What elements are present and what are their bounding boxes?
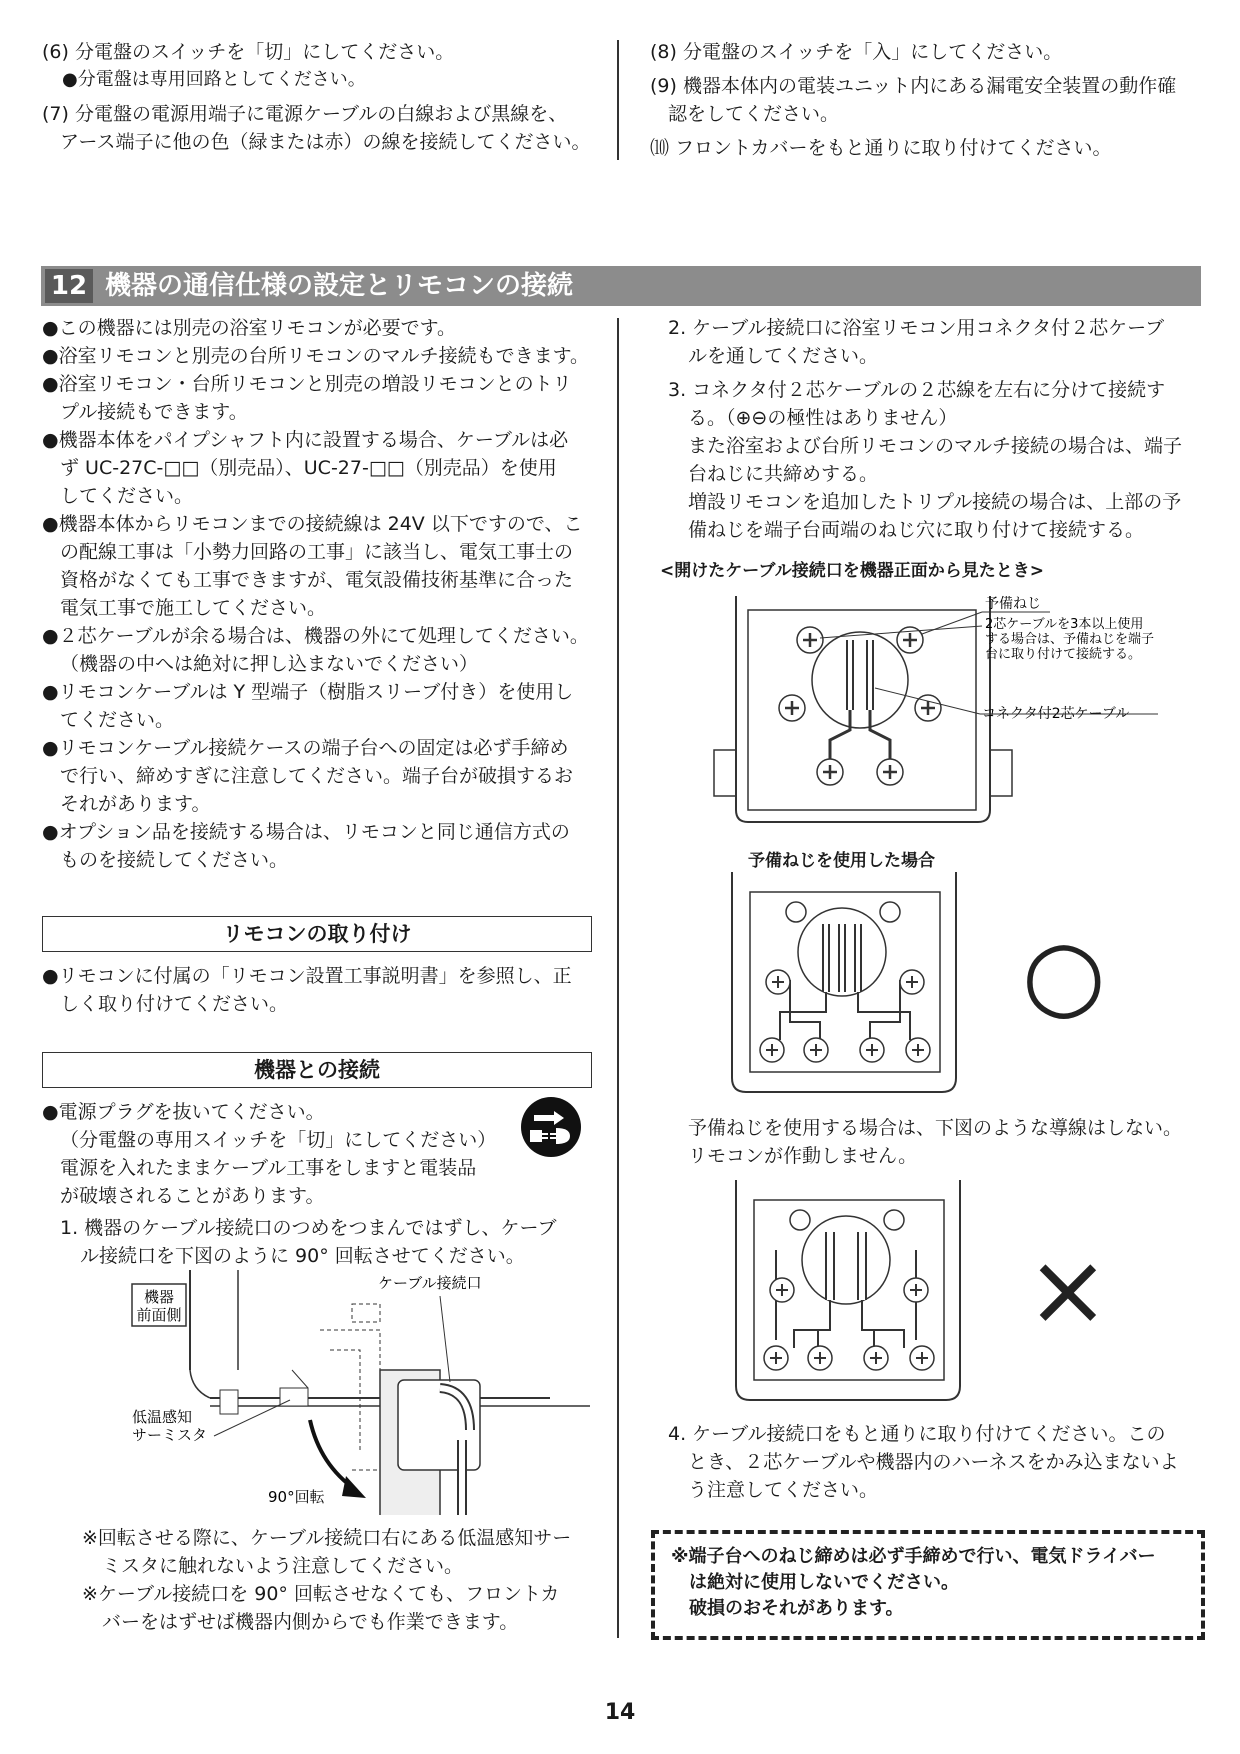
- rotation-note: ミスタに触れないよう注意してください。: [102, 1555, 464, 1577]
- column-divider-top: [617, 40, 619, 160]
- label-thermistor-2: サーミスタ: [132, 1426, 208, 1444]
- rotation-note: バーをはずせば機器内側からでも作業できます。: [102, 1611, 519, 1633]
- bullet-line: ●２芯ケーブルが余る場合は、機器の外にて処理してください。: [42, 625, 589, 647]
- step-4: 4. ケーブル接続口をもと通りに取り付けてください。この: [668, 1423, 1166, 1445]
- figure3-intro: 予備ねじを使用する場合は、下図のような導線はしない。: [688, 1117, 1183, 1139]
- bullet-line: 電気工事で施工してください。: [60, 597, 327, 619]
- label-front-1: 機器: [143, 1288, 175, 1306]
- step-2: 2. ケーブル接続口に浴室リモコン用コネクタ付２芯ケーブ: [668, 317, 1165, 339]
- caution-box: [651, 1530, 1205, 1640]
- correct-mark: ○: [1022, 918, 1106, 1030]
- step-3-cont: る。（⊕⊖の極性はありません）: [688, 407, 958, 429]
- rotation-note: ※回転させる際に、ケーブル接続口右にある低温感知サー: [82, 1527, 572, 1549]
- column-divider-main: [617, 318, 619, 1638]
- step-2-cont: ルを通してください。: [688, 345, 879, 367]
- step-3-cont: 備ねじを端子台両端のねじ穴に取り付けて接続する。: [688, 519, 1145, 541]
- bullet-line: ●オプション品を接続する場合は、リモコンと同じ通信方式の: [42, 821, 570, 843]
- step-6-bullet: ●分電盤は専用回路としてください。: [62, 69, 366, 90]
- bullet-line: ●リモコンケーブル接続ケースの端子台への固定は必ず手締め: [42, 737, 569, 759]
- page-number: 14: [604, 1700, 636, 1725]
- label-spare-note-3: 台に取り付けて接続する。: [985, 647, 1142, 662]
- step-9-text-cont: 認をしてください。: [668, 103, 840, 125]
- correct-wiring-diagram: [730, 872, 960, 1094]
- connector-front-view-diagram: [710, 590, 1210, 825]
- label-thermistor-1: 低温感知: [132, 1408, 193, 1426]
- step-10-text: ⑽ フロントカバーをもと通りに取り付けてください。: [650, 137, 1112, 159]
- step-3: 3. コネクタ付２芯ケーブルの２芯線を左右に分けて接続す: [668, 379, 1166, 401]
- connect-text: が破壊されることがあります。: [60, 1185, 325, 1207]
- bullet-line: で行い、締めすぎに注意してください。端子台が破損するお: [60, 765, 574, 787]
- figure2-caption: 予備ねじを使用した場合: [748, 851, 935, 871]
- remote-mount-heading: リモコンの取り付け: [42, 916, 592, 952]
- bullet-line: それがあります。: [60, 793, 211, 815]
- connect-step-1: 1. 機器のケーブル接続口のつめをつまんではずし、ケーブ: [60, 1217, 557, 1239]
- section-number: 12: [45, 269, 93, 303]
- label-rotate: 90°回転: [268, 1488, 325, 1506]
- rotation-note: ※ケーブル接続口を 90° 回転させなくても、フロントカ: [82, 1583, 560, 1605]
- bullet-line: （機器の中へは絶対に押し込まないでください）: [60, 653, 479, 675]
- device-connect-heading: 機器との接続: [42, 1052, 592, 1088]
- label-spare-note-2: する場合は、予備ねじを端子: [985, 632, 1155, 647]
- step-3-cont: また浴室および台所リモコンのマルチ接続の場合は、端子: [688, 435, 1183, 457]
- figure3-intro: リモコンが作動しません。: [688, 1145, 918, 1167]
- step-6-text: (6) 分電盤のスイッチを「切」にしてください。: [42, 41, 455, 63]
- incorrect-wiring-diagram: [734, 1180, 964, 1402]
- label-spare-screw: 予備ねじ: [985, 596, 1041, 612]
- bullet-line: 資格がなくても工事できますが、電気設備技術基準に合った: [60, 569, 574, 591]
- step-3-cont: 台ねじに共締めする。: [688, 463, 879, 485]
- remote-mount-text: ●リモコンに付属の「リモコン設置工事説明書」を参照し、正: [42, 965, 572, 987]
- bullet-line: ●浴室リモコン・台所リモコンと別売の増設リモコンとのトリ: [42, 373, 572, 395]
- label-connector-cable: コネクタ付2芯ケーブル: [982, 706, 1130, 722]
- cable-port-rotation-diagram: [130, 1270, 610, 1515]
- bullet-line: ●この機器には別売の浴室リモコンが必要です。: [42, 317, 457, 339]
- bullet-line: ず UC-27C-□□（別売品）、UC-27-□□（別売品）を使用: [60, 457, 557, 479]
- step-8-text: (8) 分電盤のスイッチを「入」にしてください。: [650, 41, 1063, 63]
- bullet-line: ●リモコンケーブルは Y 型端子（樹脂スリーブ付き）を使用し: [42, 681, 574, 703]
- remote-mount-text: しく取り付けてください。: [60, 993, 289, 1015]
- bullet-line: ●浴室リモコンと別売の台所リモコンのマルチ接続もできます。: [42, 345, 590, 367]
- bullet-line: の配線工事は「小勢力回路の工事」に該当し、電気工事士の: [60, 541, 574, 563]
- caution-line: は絶対に使用しないでください。: [689, 1572, 959, 1593]
- caution-line: ※端子台へのねじ締めは必ず手締めで行い、電気ドライバー: [671, 1546, 1156, 1567]
- connect-text: 電源を入れたままケーブル工事をしますと電装品: [60, 1157, 477, 1179]
- unplug-icon: [520, 1096, 582, 1158]
- connect-text: （分電盤の専用スイッチを「切」にしてください）: [60, 1129, 497, 1151]
- step-7-text-cont: アース端子に他の色（緑または赤）の線を接続してください。: [60, 131, 591, 153]
- bullet-line: してください。: [60, 485, 194, 507]
- figure1-caption: <開けたケーブル接続口を機器正面から見たとき>: [660, 561, 1044, 581]
- bullet-line: プル接続もできます。: [60, 401, 248, 423]
- step-4-cont: とき、２芯ケーブルや機器内のハーネスをかみ込まないよ: [688, 1451, 1179, 1473]
- bullet-line: ●機器本体からリモコンまでの接続線は 24V 以下ですので、こ: [42, 513, 583, 535]
- step-7-text: (7) 分電盤の電源用端子に電源ケーブルの白線および黒線を、: [42, 103, 568, 125]
- section-header: [41, 266, 1201, 306]
- bullet-line: ものを接続してください。: [60, 849, 289, 871]
- label-cable-port: ケーブル接続口: [378, 1274, 482, 1292]
- incorrect-mark: ×: [1026, 1231, 1110, 1348]
- bullet-line: ●機器本体をパイプシャフト内に設置する場合、ケーブルは必: [42, 429, 569, 451]
- section-title: 機器の通信仕様の設定とリモコンの接続: [105, 271, 574, 301]
- label-spare-note-1: 2芯ケーブルを3本以上使用: [985, 617, 1144, 632]
- step-3-cont: 増設リモコンを追加したトリプル接続の場合は、上部の予: [688, 491, 1182, 513]
- bullet-line: てください。: [60, 709, 175, 731]
- caution-line: 破損のおそれがあります。: [689, 1598, 904, 1619]
- connect-step-1-cont: ル接続口を下図のように 90° 回転させてください。: [80, 1245, 525, 1267]
- step-4-cont: う注意してください。: [688, 1479, 879, 1501]
- step-9-text: (9) 機器本体内の電装ユニット内にある漏電安全装置の動作確: [650, 75, 1177, 97]
- label-front-2: 前面側: [136, 1306, 182, 1324]
- connect-text: ●電源プラグを抜いてください。: [42, 1101, 325, 1123]
